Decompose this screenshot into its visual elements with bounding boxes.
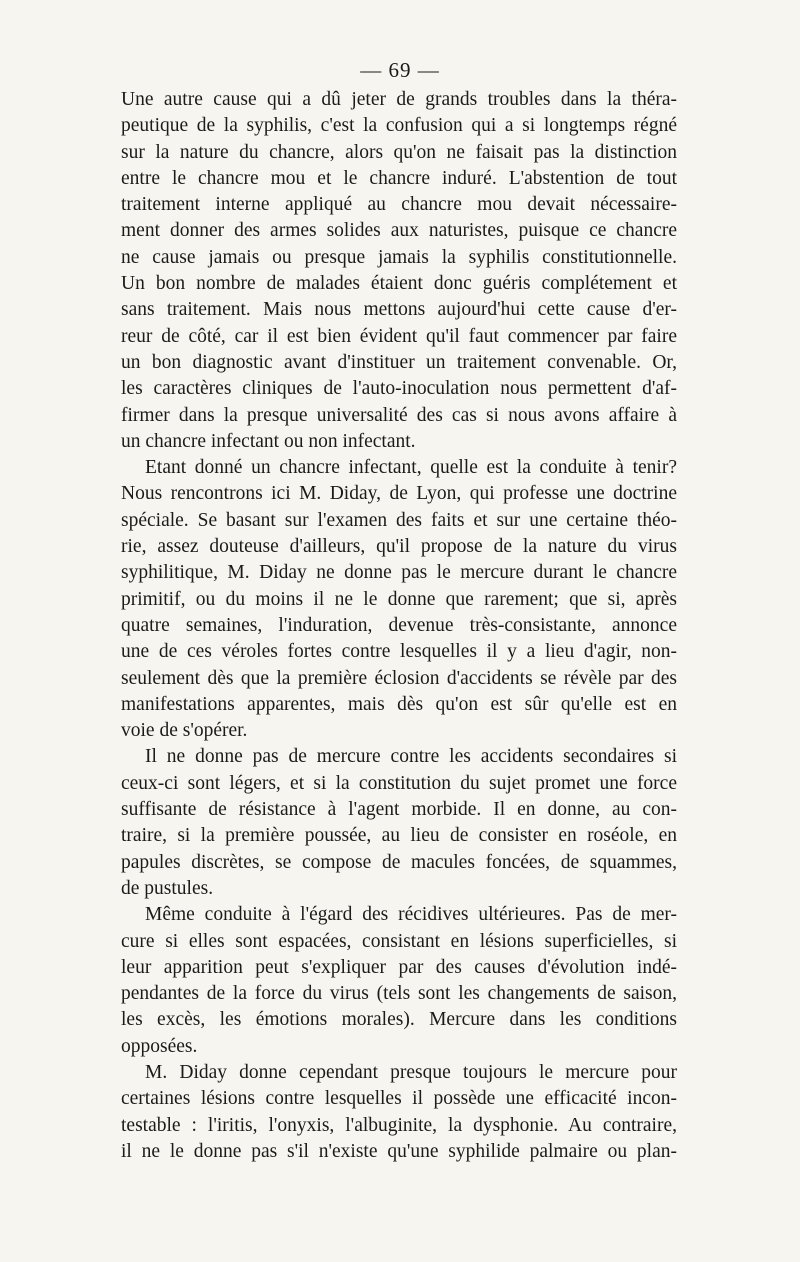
text-line: peutique de la syphilis, c'est la confusion qui a si longtemps régné: [121, 115, 677, 137]
text-line: seulement dès que la première éclosion d'accidents se révèle par des: [121, 667, 677, 689]
text-line: testable : l'iritis, l'onyxis, l'albuginite, la dysphonie. Au contraire,: [121, 1114, 677, 1136]
text-line: les excès, les émotions morales). Mercure dans les conditions: [121, 1009, 677, 1031]
text-line: cure si elles sont espacées, consistant en lésions superficielles, si: [121, 930, 677, 952]
text-line: certaines lésions contre lesquelles il possède une efficacité incon-: [121, 1088, 677, 1110]
text-line: rie, assez douteuse d'ailleurs, qu'il propose de la nature du virus: [121, 536, 677, 558]
text-line: spéciale. Se basant sur l'examen des faits et sur une certaine théo-: [121, 509, 677, 531]
text-line: un chancre infectant ou non infectant.: [121, 430, 416, 452]
text-line: opposées.: [121, 1035, 198, 1057]
text-line: firmer dans la presque universalité des cas si nous avons affaire à: [121, 404, 677, 426]
text-line: reur de côté, car il est bien évident qu'il faut commencer par faire: [121, 325, 677, 347]
text-line: Etant donné un chancre infectant, quelle est la conduite à tenir?: [145, 457, 677, 479]
page-number: — 69 —: [360, 58, 440, 82]
text-line: Même conduite à l'égard des récidives ultérieures. Pas de mer-: [145, 904, 677, 926]
text-line: un bon diagnostic avant d'instituer un traitement convenable. Or,: [121, 351, 677, 373]
text-line: syphilitique, M. Diday ne donne pas le mercure durant le chancre: [121, 562, 677, 584]
text-line: une de ces véroles fortes contre lesquelles il y a lieu d'agir, non-: [121, 641, 677, 663]
text-line: Nous rencontrons ici M. Diday, de Lyon, qui professe une doctrine: [121, 483, 677, 505]
body-text: [121, 87, 677, 1165]
text-line: leur apparition peut s'expliquer par des causes d'évolution indé-: [121, 956, 677, 978]
text-line: voie de s'opérer.: [121, 720, 248, 742]
text-line: M. Diday donne cependant presque toujours le mercure pour: [145, 1061, 677, 1083]
text-line: traire, si la première poussée, au lieu de consister en roséole, en: [121, 825, 677, 847]
text-line: ne cause jamais ou presque jamais la syphilis constitutionnelle.: [121, 246, 677, 268]
text-line: quatre semaines, l'induration, devenue très-consistante, annonce: [121, 614, 677, 636]
text-line: Un bon nombre de malades étaient donc guéris complétement et: [121, 273, 677, 295]
text-line: suffisante de résistance à l'agent morbide. Il en donne, au con-: [121, 799, 677, 821]
text-line: ment donner des armes solides aux naturistes, puisque ce chancre: [121, 220, 677, 242]
text-line: ceux-ci sont légers, et si la constitution du sujet promet une force: [121, 772, 677, 794]
text-line: manifestations apparentes, mais dès qu'on est sûr qu'elle est en: [121, 693, 677, 715]
text-line: de pustules.: [121, 877, 214, 899]
text-line: traitement interne appliqué au chancre mou devait nécessaire-: [121, 194, 677, 216]
text-line: sans traitement. Mais nous mettons aujourd'hui cette cause d'er-: [121, 299, 677, 321]
text-line: Il ne donne pas de mercure contre les accidents secondaires si: [145, 746, 677, 768]
text-line: papules discrètes, se compose de macules foncées, de squammes,: [121, 851, 677, 873]
text-line: primitif, ou du moins il ne le donne que rarement; que si, après: [121, 588, 677, 610]
text-line: entre le chancre mou et le chancre induré. L'abstention de tout: [121, 167, 677, 189]
text-line: Une autre cause qui a dû jeter de grands troubles dans la théra-: [121, 89, 677, 110]
text-line: il ne le donne pas s'il n'existe qu'une syphilide palmaire ou plan-: [121, 1140, 677, 1162]
text-line: pendantes de la force du virus (tels sont les changements de saison,: [121, 983, 677, 1005]
text-line: les caractères cliniques de l'auto-inoculation nous permettent d'af-: [121, 378, 677, 400]
text-line: sur la nature du chancre, alors qu'on ne faisait pas la distinction: [121, 141, 677, 163]
